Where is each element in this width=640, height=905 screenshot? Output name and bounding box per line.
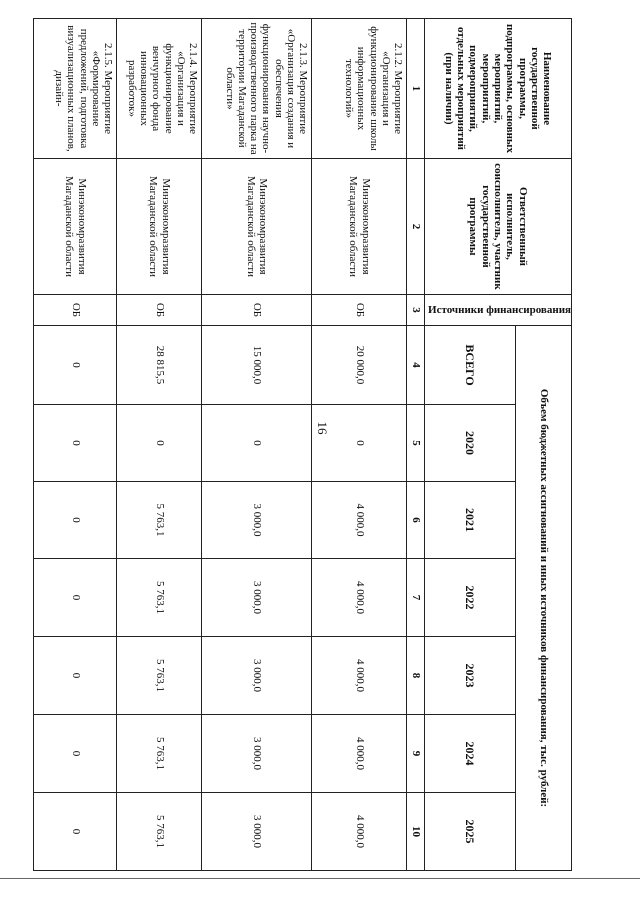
page-number: 16 [315, 421, 330, 435]
table-row [202, 19, 312, 871]
header-name: Наименование государственной программы, подпрограммы, основных мероприятий, мероприятий, подмероприятий, отдельных мероприятий (при наличии) [424, 19, 571, 159]
table-row [117, 19, 202, 871]
column-index: 3 [407, 295, 424, 326]
measure-value-2021: 5 763,1 [117, 482, 202, 559]
measure-source: ОБ [202, 295, 312, 326]
measure-value-2024: 3 000,0 [202, 715, 312, 793]
measure-value-2022: 5 763,1 [117, 559, 202, 637]
header-year-2023: 2023 [424, 637, 515, 715]
table-row [34, 19, 117, 871]
column-index: 6 [407, 482, 424, 559]
measure-value-2022: 0 [34, 559, 117, 637]
measure-executor: Минэкономразвития Магаданской области [312, 159, 407, 295]
header-funding: Объем бюджетных ассигнований и иных источников финансирования, тыс. рублей: [515, 326, 571, 871]
column-index: 2 [407, 159, 424, 295]
measure-value-2025: 5 763,1 [117, 793, 202, 871]
header-total: ВСЕГО [424, 326, 515, 405]
rotated-page-content [54, 18, 572, 870]
measure-executor: Минэкономразвития Магаданской области [117, 159, 202, 295]
measure-total: 28 815,5 [117, 326, 202, 405]
column-index: 5 [407, 405, 424, 482]
measure-executor: Минэкономразвития Магаданской области [202, 159, 312, 295]
header-source [424, 295, 571, 326]
measure-value-2024: 4 000,0 [312, 715, 407, 793]
measure-value-2021: 0 [34, 482, 117, 559]
scan-edge-line [0, 878, 640, 879]
column-index: 7 [407, 559, 424, 637]
measure-total: 0 [34, 326, 117, 405]
measure-name: 2.1.2. Мероприятие «Организация и функционирование школы информационных технологий» [312, 19, 407, 159]
measure-value-2025: 0 [34, 793, 117, 871]
measure-source: ОБ [34, 295, 117, 326]
measure-value-2023: 3 000,0 [202, 637, 312, 715]
measure-total: 15 000,0 [202, 326, 312, 405]
column-index: 4 [407, 326, 424, 405]
measure-source: ОБ [312, 295, 407, 326]
measure-value-2022: 3 000,0 [202, 559, 312, 637]
measure-value-2023: 4 000,0 [312, 637, 407, 715]
header-executor: Ответственный исполнитель, соисполнитель, участник государственной программы [424, 159, 571, 295]
header-year-2025: 2025 [424, 793, 515, 871]
measure-name: 2.1.4. Мероприятие «Организация и функционирование венчурного фонда инновационных разработок» [117, 19, 202, 159]
column-index: 1 [407, 19, 424, 159]
measure-value-2020: 0 [312, 405, 407, 482]
header-year-2022: 2022 [424, 559, 515, 637]
column-index: 10 [407, 793, 424, 871]
measure-value-2023: 0 [34, 637, 117, 715]
column-index: 9 [407, 715, 424, 793]
measure-value-2021: 3 000,0 [202, 482, 312, 559]
measure-value-2021: 4 000,0 [312, 482, 407, 559]
measure-value-2020: 0 [34, 405, 117, 482]
measure-value-2025: 4 000,0 [312, 793, 407, 871]
header-year-2020: 2020 [424, 405, 515, 482]
measure-executor: Минэкономразвития Магаданской области [34, 159, 117, 295]
funding-table [33, 18, 572, 871]
measure-value-2023: 5 763,1 [117, 637, 202, 715]
measure-name: 2.1.5. Мероприятие «Формирование предложений, подготовка визуализационных планов, дизайн- [34, 19, 117, 159]
index-row [407, 19, 424, 871]
measure-value-2020: 0 [117, 405, 202, 482]
measure-value-2020: 0 [202, 405, 312, 482]
header-year-2021: 2021 [424, 482, 515, 559]
table-row [312, 19, 407, 871]
header-source-text: Источники финансирования [428, 303, 571, 316]
header-row-top [515, 19, 571, 871]
column-index: 8 [407, 637, 424, 715]
measure-value-2024: 5 763,1 [117, 715, 202, 793]
measure-value-2022: 4 000,0 [312, 559, 407, 637]
header-year-2024: 2024 [424, 715, 515, 793]
measure-source: ОБ [117, 295, 202, 326]
measure-value-2025: 3 000,0 [202, 793, 312, 871]
measure-total: 20 000,0 [312, 326, 407, 405]
measure-name: 2.1.3. Мероприятие «Организация создания и обеспечения функционирования научно-производственного парка на территории Магаданской области» [202, 19, 312, 159]
measure-value-2024: 0 [34, 715, 117, 793]
